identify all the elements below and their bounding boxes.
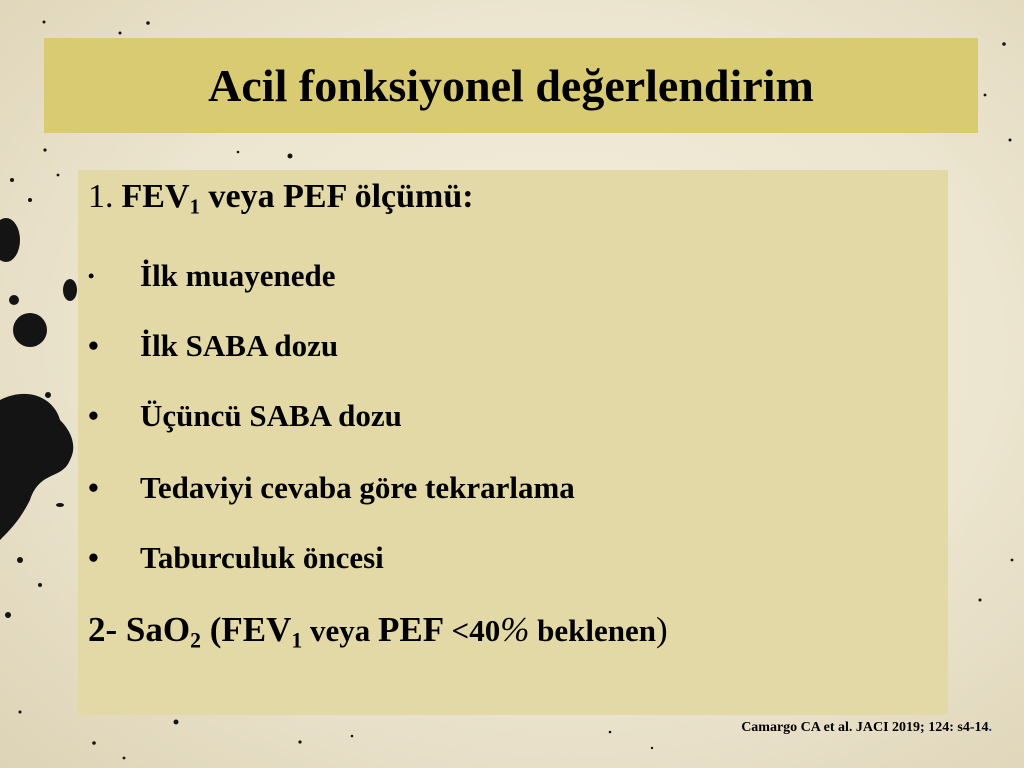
list-item-text: Tedaviyi cevaba göre tekrarlama	[140, 470, 575, 505]
title-band	[44, 38, 978, 133]
bullet-icon: •	[88, 398, 99, 433]
bullet-icon: •	[88, 328, 99, 363]
veya-text: veya	[302, 613, 378, 648]
fev-open: (FEV	[200, 610, 292, 649]
sao2-lead: 2- SaO	[88, 610, 191, 649]
list-item	[88, 470, 575, 506]
heading-fev1-pef	[88, 178, 474, 219]
heading-number: 1	[88, 178, 105, 215]
bullet-icon: •	[88, 266, 95, 286]
list-item-text: İlk SABA dozu	[140, 328, 339, 363]
sao2-subscript: 2	[190, 628, 201, 653]
beklenen-text: beklenen	[529, 613, 656, 648]
percent-text: %	[500, 610, 530, 649]
heading-prefix: FEV	[121, 178, 190, 215]
lt40-text: <40	[451, 613, 501, 648]
citation-text: Camargo CA et al. JACI 2019; 124: s4-14	[741, 720, 989, 735]
item-sao2	[88, 610, 668, 653]
bullet-icon: •	[88, 470, 99, 505]
list-item-text: İlk muayenede	[140, 258, 336, 293]
citation	[741, 720, 992, 736]
list-item	[88, 258, 336, 294]
slide-title: Acil fonksiyonel değerlendirim	[208, 60, 814, 111]
content-panel	[78, 170, 948, 715]
pef-text: PEF	[377, 610, 452, 649]
heading-separator: .	[105, 178, 114, 215]
heading-suffix: veya PEF ölçümü:	[200, 178, 474, 215]
citation-end: .	[988, 720, 992, 735]
list-item	[88, 328, 338, 364]
fev-subscript: 1	[291, 628, 303, 653]
list-item-text: Üçüncü SABA dozu	[140, 398, 402, 433]
list-item	[88, 398, 402, 434]
bullet-icon: •	[88, 540, 99, 575]
heading-subscript: 1	[189, 194, 201, 219]
close-paren: )	[655, 610, 668, 649]
list-item-text: Taburculuk öncesi	[140, 540, 384, 575]
list-item	[88, 540, 384, 576]
